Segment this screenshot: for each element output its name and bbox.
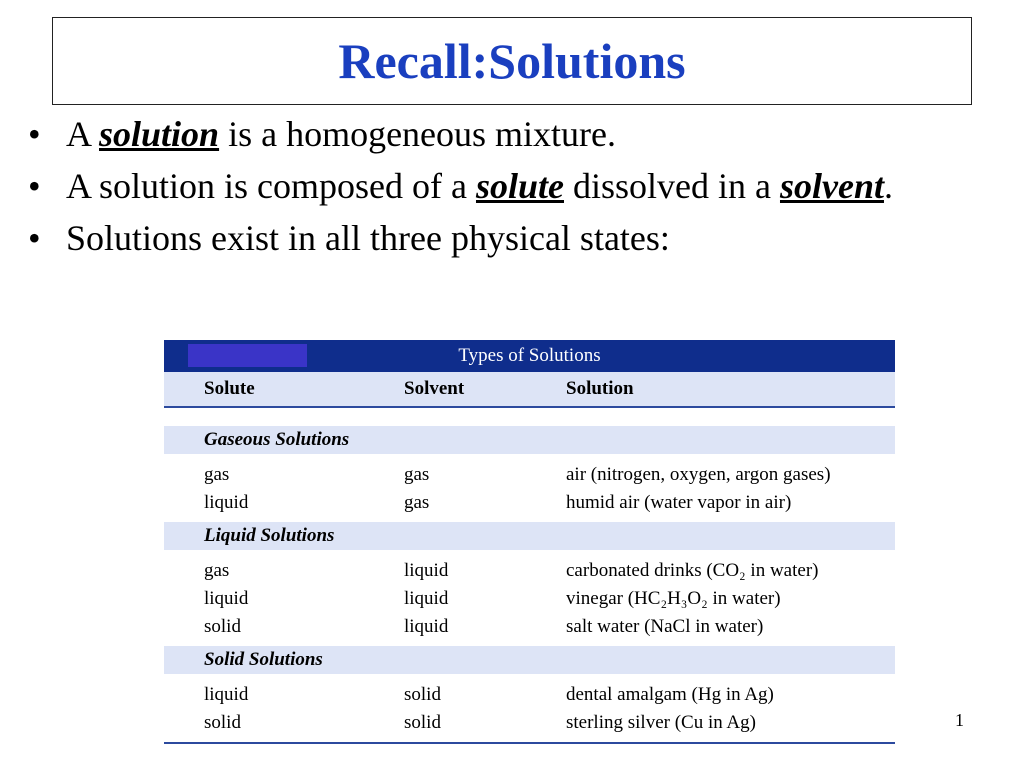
cell-solvent: gas bbox=[404, 464, 430, 485]
term-solute: solute bbox=[475, 166, 564, 206]
bullet-list bbox=[28, 112, 988, 268]
section-title: Gaseous Solutions bbox=[204, 429, 350, 450]
section-header bbox=[164, 426, 895, 454]
bullet-dot: • bbox=[28, 218, 41, 258]
bullet-dot: • bbox=[28, 166, 41, 206]
bullet-item bbox=[28, 112, 988, 156]
table-row bbox=[164, 612, 895, 640]
bullet-text: is a homogeneous mixture. bbox=[219, 114, 617, 154]
table-body bbox=[164, 426, 895, 742]
cell-solution: humid air (water vapor in air) bbox=[566, 492, 792, 513]
bullet-text: . bbox=[883, 166, 893, 206]
table-row bbox=[164, 488, 895, 516]
section-header bbox=[164, 522, 895, 550]
table-row bbox=[164, 680, 895, 708]
section-title: Solid Solutions bbox=[204, 649, 323, 670]
col-header-solution: Solution bbox=[566, 378, 634, 399]
bullet-item bbox=[28, 164, 988, 208]
cell-solute: gas bbox=[204, 560, 230, 581]
bullet-text: A bbox=[66, 114, 100, 154]
term-solution: solution bbox=[99, 114, 220, 154]
cell-solute: liquid bbox=[204, 588, 249, 609]
cell-solution: dental amalgam (Hg in Ag) bbox=[566, 684, 774, 705]
cell-solute: solid bbox=[204, 616, 241, 637]
bullet-item bbox=[28, 216, 988, 260]
section-title: Liquid Solutions bbox=[204, 525, 335, 546]
cell-solvent: liquid bbox=[404, 588, 449, 609]
cell-solution: carbonated drinks (CO₂ in water) bbox=[566, 560, 819, 581]
table-caption-bar bbox=[164, 340, 895, 372]
table-row bbox=[164, 708, 895, 736]
cell-solution: air (nitrogen, oxygen, argon gases) bbox=[566, 464, 831, 485]
cell-solvent: liquid bbox=[404, 616, 449, 637]
title-box bbox=[52, 17, 972, 105]
table-row bbox=[164, 584, 895, 612]
cell-solvent: solid bbox=[404, 684, 441, 705]
cell-solution: vinegar (HC₂H₃O₂ in water) bbox=[566, 588, 781, 609]
table-caption: Types of Solutions bbox=[458, 345, 601, 366]
term-solvent: solvent bbox=[779, 166, 884, 206]
table-bottom-rule bbox=[164, 742, 895, 744]
cell-solute: solid bbox=[204, 712, 241, 733]
cell-solute: liquid bbox=[204, 684, 249, 705]
table-header-row bbox=[164, 372, 895, 408]
cell-solute: liquid bbox=[204, 492, 249, 513]
cell-solution: sterling silver (Cu in Ag) bbox=[566, 712, 756, 733]
bullet-text: A solution is composed of a bbox=[66, 166, 476, 206]
solutions-table bbox=[164, 340, 895, 744]
table-row bbox=[164, 460, 895, 488]
cell-solvent: gas bbox=[404, 492, 430, 513]
cell-solute: gas bbox=[204, 464, 230, 485]
cell-solvent: solid bbox=[404, 712, 441, 733]
slide-title: Recall:Solutions bbox=[338, 33, 686, 89]
bullet-text: dissolved in a bbox=[564, 166, 780, 206]
bullet-dot: • bbox=[28, 114, 41, 154]
section-header bbox=[164, 646, 895, 674]
table-row bbox=[164, 556, 895, 584]
cell-solvent: liquid bbox=[404, 560, 449, 581]
bullet-text: Solutions exist in all three physical states: bbox=[66, 218, 670, 258]
col-header-solute: Solute bbox=[204, 378, 255, 399]
cell-solution: salt water (NaCl in water) bbox=[566, 616, 764, 637]
col-header-solvent: Solvent bbox=[404, 378, 465, 399]
page-number: 1 bbox=[955, 710, 964, 730]
